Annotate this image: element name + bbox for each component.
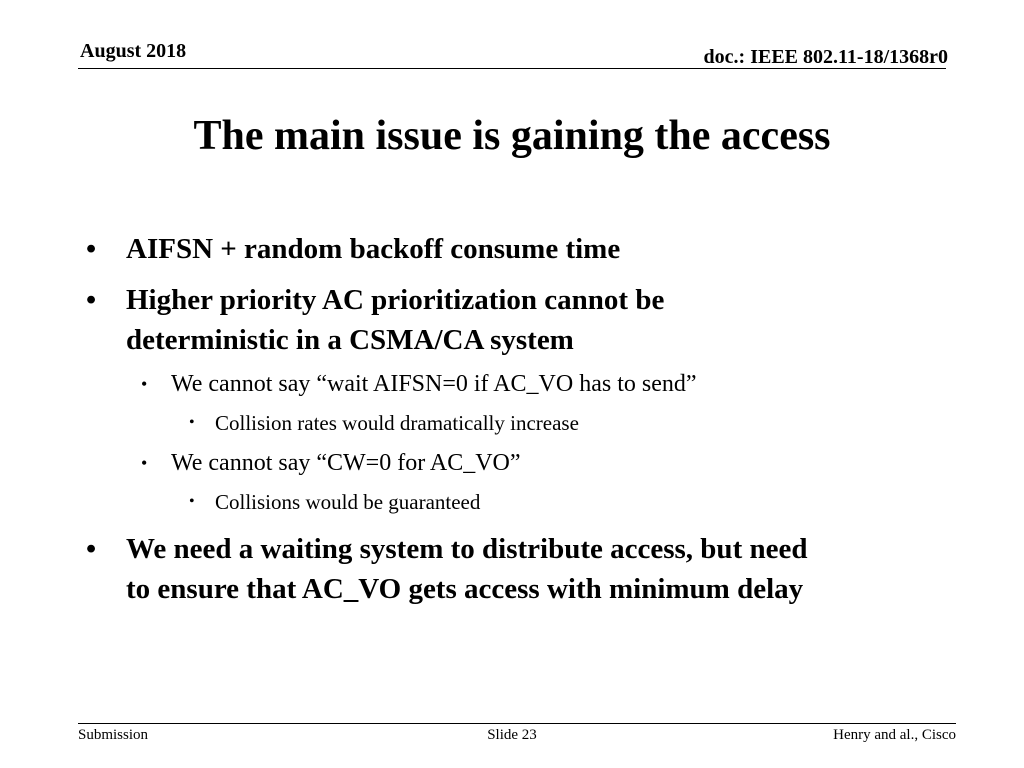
bullet-text: to ensure that AC_VO gets access with minimum delay [126,573,804,605]
footer-slide-number: Slide 23 [487,727,537,743]
bullet-text: Collisions would be guaranteed [215,490,481,514]
footer-submission: Submission [78,727,149,743]
bullet-dot: • [141,453,148,473]
slide-title: The main issue is gaining the access [193,113,831,159]
bullet-text: We cannot say “CW=0 for AC_VO” [171,450,521,476]
bullet-text: AIFSN + random backoff consume time [126,233,621,265]
bullet-text: We need a waiting system to distribute access, but need [126,533,808,565]
bullet-text: Higher priority AC prioritization cannot be [126,284,665,316]
footer-author: Henry and al., Cisco [833,727,956,743]
bullet-text: Collision rates would dramatically increase [215,411,579,435]
footer-divider [78,723,956,724]
bullet-dot: • [189,414,195,431]
header-doc-id: doc.: IEEE 802.11-18/1368r0 [703,46,948,68]
bullet-dot: • [141,374,148,394]
bullet-dot: • [86,233,97,265]
bullet-dot: • [189,493,195,510]
bullet-text: deterministic in a CSMA/CA system [126,324,574,356]
bullet-dot: • [86,284,97,316]
bullet-text: We cannot say “wait AIFSN=0 if AC_VO has to send” [171,371,697,397]
bullet-dot: • [86,533,97,565]
header-date: August 2018 [80,40,187,62]
